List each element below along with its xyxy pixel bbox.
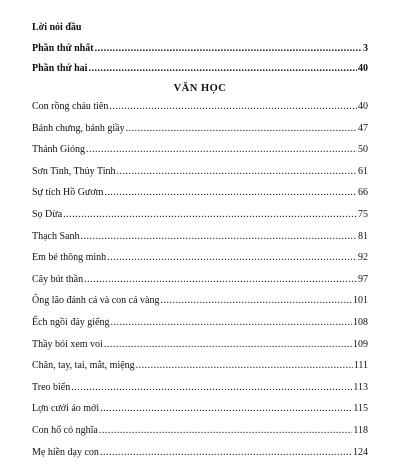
toc-story-row	[32, 187, 368, 199]
foreword-heading: Lời nói đầu	[32, 22, 82, 33]
toc-story-row	[32, 123, 368, 135]
toc-page-number: 97	[358, 273, 368, 285]
dot-leader	[126, 123, 357, 135]
dot-leader	[136, 360, 353, 372]
story-list	[32, 101, 368, 459]
dot-leader	[81, 231, 358, 243]
dot-leader	[95, 43, 362, 55]
toc-story-title: Cây bút thần	[32, 273, 84, 285]
toc-page-number: 47	[358, 122, 368, 134]
toc-story-row	[32, 360, 368, 372]
toc-story-row	[32, 317, 368, 329]
toc-page-number: 66	[358, 187, 368, 199]
dot-leader	[84, 274, 357, 286]
toc-page-number: 109	[353, 338, 368, 350]
toc-story-row	[32, 252, 368, 264]
toc-story-title: Sọ Dừa	[32, 208, 63, 220]
toc-page-number: 81	[358, 230, 368, 242]
toc-story-title: Lợn cưới áo mới	[32, 403, 100, 415]
dot-leader	[109, 101, 357, 113]
dot-leader	[63, 209, 357, 221]
dot-leader	[100, 447, 352, 459]
toc-story-title: Con rồng cháu tiên	[32, 101, 109, 112]
table-of-contents	[32, 22, 368, 468]
toc-page-number: 75	[358, 208, 368, 220]
toc-story-title: Thầy bói xem voi	[32, 338, 103, 350]
toc-part-title: Phần thứ hai	[32, 63, 88, 74]
toc-story-title: Thánh Gióng	[32, 144, 86, 156]
toc-story-title: Em bé thông minh	[32, 252, 107, 264]
toc-story-row	[32, 166, 368, 178]
toc-page-number: 101	[353, 295, 368, 307]
toc-story-row	[32, 382, 368, 394]
toc-story-row	[32, 274, 368, 286]
toc-part-title: Phần thứ nhất	[32, 43, 94, 54]
toc-page-number: 40	[358, 63, 368, 74]
toc-story-title: Con hổ có nghĩa	[32, 424, 98, 436]
section-heading: VĂN HỌC	[173, 83, 227, 94]
dot-leader	[100, 403, 352, 415]
toc-page-number: 118	[353, 424, 368, 436]
toc-part-row	[32, 63, 368, 75]
toc-story-title: Sự tích Hồ Gươm	[32, 187, 104, 199]
dot-leader	[71, 382, 352, 394]
toc-page-number: 3	[363, 43, 368, 54]
toc-story-row	[32, 403, 368, 415]
toc-story-row	[32, 425, 368, 437]
toc-story-title: Thạch Sanh	[32, 230, 80, 242]
toc-page-number: 115	[353, 403, 368, 415]
toc-part-row	[32, 43, 368, 55]
toc-story-row	[32, 447, 368, 459]
toc-story-title: Ông lão đánh cá và con cá vàng	[32, 295, 160, 307]
toc-story-title: Chân, tay, tai, mắt, miệng	[32, 360, 135, 372]
dot-leader	[117, 166, 358, 178]
dot-leader	[160, 295, 352, 307]
toc-story-title: Bánh chưng, bánh giầy	[32, 122, 125, 134]
toc-story-row	[32, 101, 368, 113]
toc-page-number: 108	[353, 316, 368, 328]
toc-story-title: Treo biển	[32, 381, 71, 393]
toc-page-number: 124	[353, 446, 368, 458]
toc-story-row	[32, 209, 368, 221]
toc-page-number: 111	[353, 360, 368, 372]
toc-story-row	[32, 339, 368, 351]
toc-page-number: 61	[358, 165, 368, 177]
dot-leader	[104, 339, 352, 351]
toc-story-title: Mẹ hiền dạy con	[32, 446, 99, 458]
toc-page-number: 50	[358, 144, 368, 156]
toc-story-row	[32, 231, 368, 243]
dot-leader	[99, 425, 353, 437]
toc-story-title: Sơn Tinh, Thủy Tinh	[32, 165, 116, 177]
dot-leader	[88, 63, 357, 75]
toc-story-row	[32, 295, 368, 307]
dot-leader	[86, 144, 357, 156]
dot-leader	[107, 252, 357, 264]
dot-leader	[104, 187, 357, 199]
toc-page-number: 113	[353, 381, 368, 393]
dot-leader	[110, 317, 352, 329]
toc-page-number: 92	[358, 252, 368, 264]
toc-story-row	[32, 144, 368, 156]
toc-story-title: Ếch ngồi đáy giếng	[32, 316, 110, 328]
toc-page-number: 40	[358, 101, 368, 112]
